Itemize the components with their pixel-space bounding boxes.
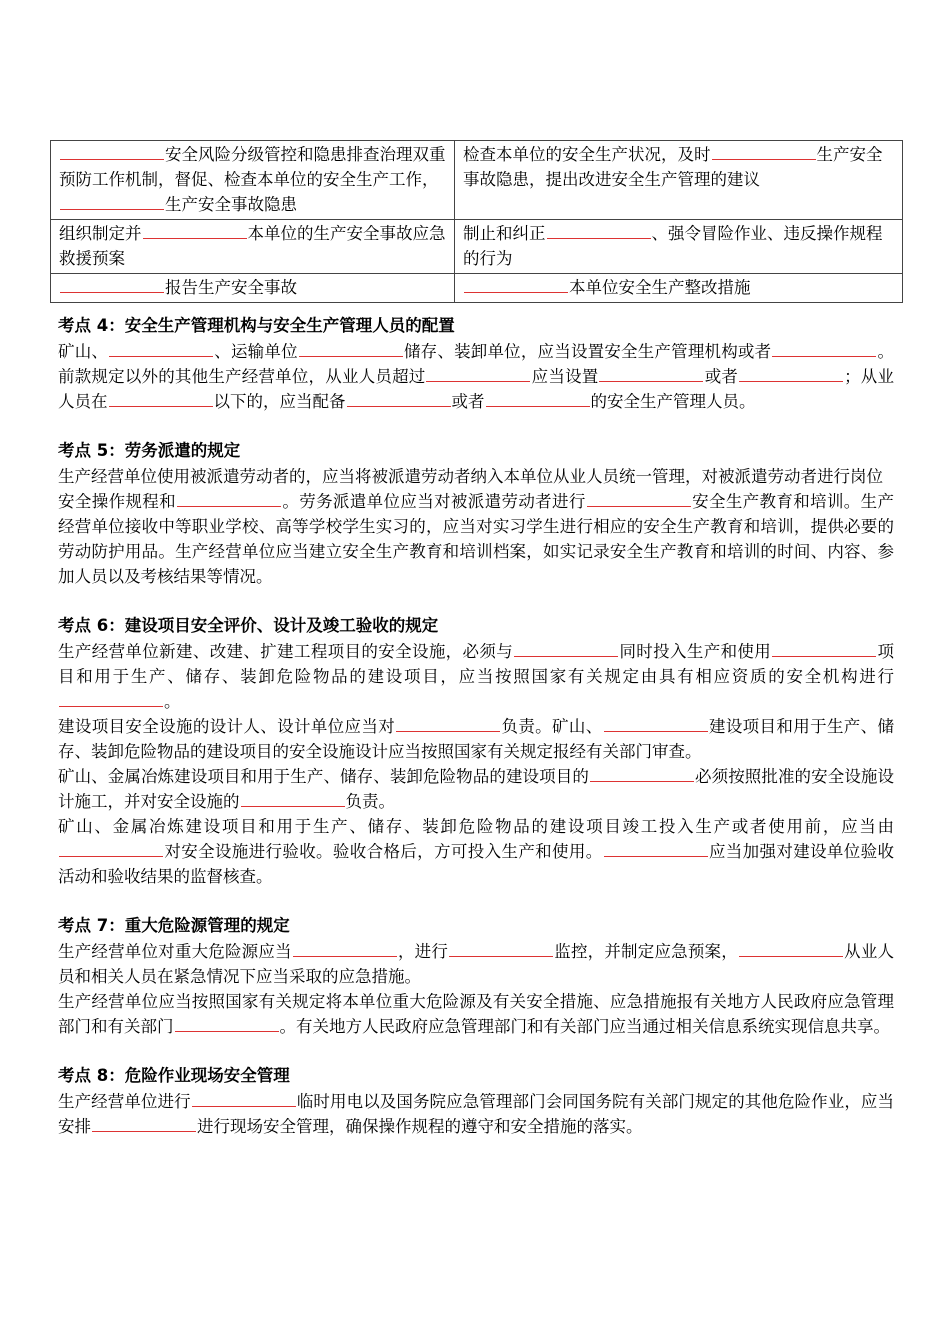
fill-in-blank xyxy=(604,715,708,732)
fill-in-blank xyxy=(712,143,816,160)
section-heading: 考点 7：重大危险源管理的规定 xyxy=(58,916,290,935)
paragraph xyxy=(58,939,894,989)
text-segment: 生产经营单位应当按照国家有关规定将本单位重大危险源及有关安全措施、应急措施报有关地方人民政府应急管理部门和有关部门 xyxy=(58,992,894,1036)
text-segment: 生产经营单位进行 xyxy=(58,1092,191,1111)
section-heading: 考点 5：劳务派遣的规定 xyxy=(58,441,241,460)
table-cell-left xyxy=(51,220,455,274)
fill-in-blank xyxy=(464,276,568,293)
fill-in-blank xyxy=(739,940,843,957)
fill-in-blank xyxy=(177,490,281,507)
fill-in-blank xyxy=(396,715,500,732)
fill-in-blank xyxy=(92,1115,196,1132)
fill-in-blank xyxy=(604,840,708,857)
text-segment: 本单位安全生产整改措施 xyxy=(569,278,751,297)
text-segment: 的安全生产管理人员。 xyxy=(590,392,756,411)
table-cell-left xyxy=(51,141,455,220)
text-segment: 进行现场安全管理，确保操作规程的遵守和安全措施的落实。 xyxy=(197,1117,643,1136)
paragraph xyxy=(58,764,894,814)
text-segment: 。前款规定以外的其他生产经营单位，从业人员超过 xyxy=(58,342,895,386)
text-segment: 报告生产安全事故 xyxy=(165,278,297,297)
text-segment: 生产经营单位对重大危险源应当 xyxy=(58,942,292,961)
fill-in-blank xyxy=(772,640,876,657)
text-segment: 安全生产教育和培训。生产经营单位接收中等职业学校、高等学校学生实习的，应当对实习学生进行相应的安全生产教育和培训，提供必要的劳动防护用品。生产经营单位应当建立安全生产教育和培训档案，如实记录安全生产教育和培训的时间、内容、参加人员以及考核结果等情况。 xyxy=(58,492,895,586)
text-segment: 负责。 xyxy=(345,792,395,811)
text-segment: 、运输单位 xyxy=(214,342,298,361)
text-segment: 矿山、 xyxy=(58,342,109,361)
text-segment: 对安全设施进行验收。验收合格后，方可投入生产和使用。 xyxy=(164,842,603,861)
duties-table xyxy=(50,140,903,303)
fill-in-blank xyxy=(60,193,164,210)
text-segment: 临时用电以及国务院应急管理部门会同国务院有关部门规定的其他危险作业，应当安排 xyxy=(58,1092,895,1136)
table-row xyxy=(51,141,903,220)
text-segment: 应当设置 xyxy=(531,367,599,386)
section-heading: 考点 6：建设项目安全评价、设计及竣工验收的规定 xyxy=(58,616,439,635)
text-segment: 监控，并制定应急预案， xyxy=(554,942,738,961)
text-segment: 生产经营单位使用被派遣劳动者的，应当将被派遣劳动者纳入本单位从业人员统一管理，对被派遣劳动者进行岗位 xyxy=(58,467,883,486)
text-segment: 同时投入生产和使用 xyxy=(619,642,772,661)
text-segment: 本单位的生产安全事故应急救援预案 xyxy=(59,224,446,268)
fill-in-blank xyxy=(426,365,530,382)
paragraph xyxy=(58,1089,894,1139)
fill-in-blank xyxy=(739,365,843,382)
fill-in-blank xyxy=(293,940,397,957)
text-segment: 。有关地方人民政府应急管理部门和有关部门应当通过相关信息系统实现信息共享。 xyxy=(279,1017,890,1036)
text-segment: 建设项目安全设施的设计人、设计单位应当对 xyxy=(58,717,396,736)
paragraph xyxy=(58,814,894,889)
section xyxy=(58,438,894,589)
section xyxy=(58,613,894,889)
fill-in-blank xyxy=(109,390,213,407)
section xyxy=(58,1063,894,1139)
fill-in-blank xyxy=(109,340,213,357)
fill-in-blank xyxy=(772,340,876,357)
text-segment: 储存、装卸单位，应当设置安全生产管理机构或者 xyxy=(403,342,772,361)
section xyxy=(58,913,894,1039)
text-segment: ，进行 xyxy=(397,942,449,961)
fill-in-blank xyxy=(587,490,691,507)
text-segment: 生产安全事故隐患 xyxy=(165,195,297,214)
text-segment: 。 xyxy=(164,692,181,711)
text-segment: 安全风险分级管控和隐患排查治理双重预防工作机制，督促、检查本单位的安全生产工作， xyxy=(59,145,446,189)
fill-in-blank xyxy=(299,340,403,357)
table-cell-right xyxy=(455,141,903,220)
fill-in-blank xyxy=(60,276,164,293)
section-heading: 考点 4：安全生产管理机构与安全生产管理人员的配置 xyxy=(58,316,455,335)
fill-in-blank xyxy=(486,390,590,407)
fill-in-blank xyxy=(347,390,451,407)
text-segment: 应当加强对建设单位验收活动和验收结果的监督核查。 xyxy=(58,842,895,886)
paragraph xyxy=(58,339,894,414)
table-row xyxy=(51,220,903,274)
fill-in-blank xyxy=(59,840,163,857)
paragraph xyxy=(58,714,894,764)
text-segment: 或者 xyxy=(451,392,485,411)
fill-in-blank xyxy=(60,143,164,160)
text-segment: 矿山、金属冶炼建设项目和用于生产、储存、装卸危险物品的建设项目竣工投入生产或者使用前，应当由 xyxy=(58,817,894,836)
fill-in-blank xyxy=(59,690,163,707)
fill-in-blank xyxy=(192,1090,296,1107)
fill-in-blank xyxy=(143,222,247,239)
text-segment: 以下的，应当配备 xyxy=(213,392,346,411)
table-cell-right xyxy=(455,274,903,303)
text-segment: 组织制定并 xyxy=(59,224,142,243)
text-segment: 或者 xyxy=(704,367,739,386)
section xyxy=(58,313,894,414)
text-segment: 负责。矿山、 xyxy=(501,717,603,736)
text-segment: 。劳务派遣单位应当对被派遣劳动者进行 xyxy=(282,492,586,511)
text-segment: 必须按照批准的安全设施设计施工，并对安全设施的 xyxy=(58,767,895,811)
fill-in-blank xyxy=(590,765,694,782)
fill-in-blank xyxy=(547,222,651,239)
paragraph xyxy=(58,639,894,714)
document-body xyxy=(58,313,894,1163)
text-segment: ；从业人员在 xyxy=(58,367,894,411)
table-cell-right xyxy=(455,220,903,274)
text-segment: 制止和纠正 xyxy=(463,224,546,243)
fill-in-blank xyxy=(514,640,618,657)
text-segment: 建设项目和用于生产、储存、装卸危险物品的建设项目的安全设施设计应当按照国家有关规定报经有关部门审查。 xyxy=(58,717,895,761)
text-segment: 生产经营单位新建、改建、扩建工程项目的安全设施，必须与 xyxy=(58,642,514,661)
fill-in-blank xyxy=(449,940,553,957)
table-row xyxy=(51,274,903,303)
text-segment: 项目和用于生产、储存、装卸危险物品的建设项目，应当按照国家有关规定由具有相应资质的安全机构进行 xyxy=(58,642,895,686)
paragraph xyxy=(58,989,894,1039)
section-heading: 考点 8：危险作业现场安全管理 xyxy=(58,1066,290,1085)
paragraph xyxy=(58,489,894,589)
text-segment: 生产安全事故隐患，提出改进安全生产管理的建议 xyxy=(463,145,883,189)
fill-in-blank xyxy=(241,790,345,807)
paragraph xyxy=(58,464,894,489)
fill-in-blank xyxy=(599,365,703,382)
text-segment: 、强令冒险作业、违反操作规程的行为 xyxy=(463,224,883,268)
fill-in-blank xyxy=(175,1015,279,1032)
text-segment: 从业人员和相关人员在紧急情况下应当采取的应急措施。 xyxy=(58,942,895,986)
text-segment: 安全操作规程和 xyxy=(58,492,176,511)
text-segment: 检查本单位的安全生产状况，及时 xyxy=(463,145,711,164)
text-segment: 矿山、金属冶炼建设项目和用于生产、储存、装卸危险物品的建设项目的 xyxy=(58,767,589,786)
table-cell-left xyxy=(51,274,455,303)
